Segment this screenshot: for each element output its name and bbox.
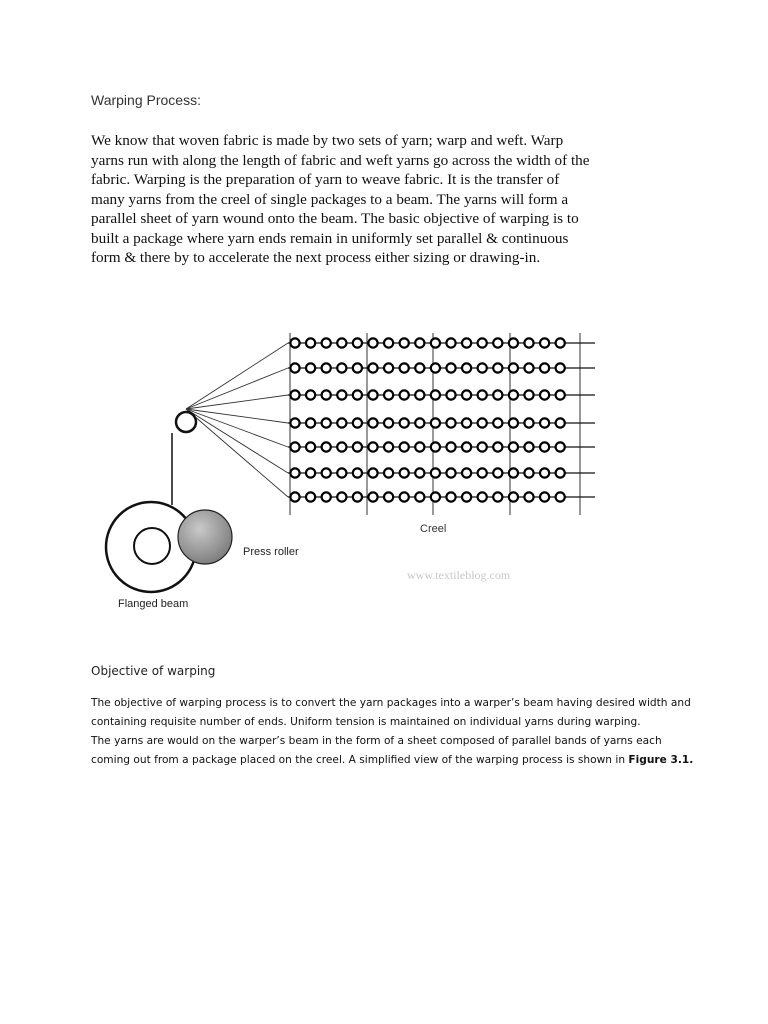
page-title: Warping Process: <box>91 92 201 108</box>
bobbin-icon <box>524 338 533 347</box>
press-roller-label: Press roller <box>243 546 299 558</box>
bobbin-icon <box>556 492 565 501</box>
bobbin-icon <box>290 338 299 347</box>
bobbin-icon <box>353 442 362 451</box>
bobbin-icon <box>431 418 440 427</box>
bobbin-icon <box>540 492 549 501</box>
yarn-line <box>186 409 288 423</box>
bobbin-icon <box>322 492 331 501</box>
bobbin-icon <box>509 363 518 372</box>
bobbin-icon <box>431 492 440 501</box>
bobbin-icon <box>556 442 565 451</box>
bobbin-icon <box>493 468 502 477</box>
bobbin-icon <box>306 390 315 399</box>
bobbin-icon <box>556 468 565 477</box>
intro-line: We know that woven fabric is made by two sets of yarn; warp and weft. Warp <box>91 132 564 149</box>
bobbin-icon <box>353 418 362 427</box>
bobbin-icon <box>446 468 455 477</box>
bobbin-icon <box>400 468 409 477</box>
bobbin-icon <box>509 468 518 477</box>
bobbin-icon <box>290 363 299 372</box>
bobbin-icon <box>384 492 393 501</box>
bobbin-icon <box>446 492 455 501</box>
bobbin-icon <box>462 338 471 347</box>
bobbin-icon <box>446 390 455 399</box>
bobbin-icon <box>556 363 565 372</box>
creel-label: Creel <box>420 523 447 535</box>
section-heading: Objective of warping <box>91 664 216 678</box>
figure-reference: Figure 3.1. <box>628 754 694 766</box>
bobbin-icon <box>524 390 533 399</box>
bobbin-icon <box>446 338 455 347</box>
bobbin-icon <box>322 363 331 372</box>
intro-line: yarns run with along the length of fabric and weft yarns go across the width of the <box>91 151 590 169</box>
bobbin-icon <box>556 338 565 347</box>
beam-core-icon <box>134 528 170 564</box>
bobbin-icon <box>524 468 533 477</box>
bobbin-icon <box>493 442 502 451</box>
bobbin-icon <box>384 468 393 477</box>
bobbin-icon <box>415 418 424 427</box>
bobbin-icon <box>337 442 346 451</box>
bobbin-icon <box>478 390 487 399</box>
yarn-line <box>186 395 288 409</box>
yarn-line <box>186 409 288 497</box>
bobbin-icon <box>524 418 533 427</box>
bobbin-icon <box>540 363 549 372</box>
bobbin-icon <box>431 390 440 399</box>
bobbin-icon <box>353 363 362 372</box>
bobbin-icon <box>322 390 331 399</box>
bobbin-icon <box>353 338 362 347</box>
intro-paragraph <box>91 131 691 268</box>
bobbin-icon <box>415 492 424 501</box>
bobbin-icon <box>368 338 377 347</box>
bobbin-icon <box>384 363 393 372</box>
bobbin-icon <box>306 468 315 477</box>
bobbin-icon <box>415 363 424 372</box>
bobbin-icon <box>306 363 315 372</box>
bobbin-icon <box>540 338 549 347</box>
bobbin-icon <box>290 418 299 427</box>
bobbin-icon <box>368 442 377 451</box>
bobbin-icon <box>509 492 518 501</box>
objective-line: containing requisite number of ends. Uniform tension is maintained on individual yarns during warping. <box>91 716 641 728</box>
bobbin-icon <box>290 492 299 501</box>
bobbin-icon <box>415 468 424 477</box>
bobbin-icon <box>478 363 487 372</box>
bobbin-icon <box>509 390 518 399</box>
yarn-lines <box>186 343 288 497</box>
bobbin-icon <box>322 442 331 451</box>
bobbin-icon <box>524 363 533 372</box>
bobbin-icon <box>524 492 533 501</box>
bobbin-icon <box>415 442 424 451</box>
watermark: www.textileblog.com <box>407 568 511 582</box>
bobbin-icon <box>509 338 518 347</box>
bobbin-icon <box>462 468 471 477</box>
bobbin-icon <box>462 418 471 427</box>
intro-line: fabric. Warping is the preparation of yarn to weave fabric. It is the transfer of <box>91 171 560 188</box>
objective-line: The objective of warping process is to convert the yarn packages into a warper’s beam having desired width and <box>91 697 691 709</box>
bobbin-icon <box>446 363 455 372</box>
bobbin-icon <box>431 338 440 347</box>
bobbin-icon <box>462 442 471 451</box>
objective-line <box>91 751 761 770</box>
bobbin-icon <box>290 390 299 399</box>
bobbin-icon <box>400 492 409 501</box>
bobbin-icon <box>556 418 565 427</box>
bobbin-icon <box>353 390 362 399</box>
intro-line: parallel sheet of yarn wound onto the beam. The basic objective of warping is to <box>91 210 579 227</box>
objective-line: The yarns are would on the warper’s beam in the form of a sheet composed of parallel bands of yarns each <box>91 735 662 747</box>
bobbin-icon <box>431 442 440 451</box>
bobbin-icon <box>322 468 331 477</box>
bobbin-icon <box>462 492 471 501</box>
bobbin-icon <box>337 468 346 477</box>
bobbin-icon <box>400 363 409 372</box>
bobbin-icon <box>400 390 409 399</box>
intro-line: form & there by to accelerate the next process either sizing or drawing-in. <box>91 249 541 266</box>
bobbin-icon <box>400 338 409 347</box>
bobbin-icon <box>415 390 424 399</box>
intro-line: built a package where yarn ends remain in uniformly set parallel & continuous <box>91 229 569 247</box>
bobbin-icon <box>353 468 362 477</box>
warping-diagram-svg <box>100 325 600 625</box>
bobbin-icon <box>337 363 346 372</box>
yarn-line <box>186 343 288 409</box>
bobbin-icon <box>493 492 502 501</box>
bobbin-icon <box>290 442 299 451</box>
bobbin-icon <box>446 418 455 427</box>
bobbin-icon <box>540 442 549 451</box>
bobbin-icon <box>384 338 393 347</box>
flanged-beam-label: Flanged beam <box>118 598 189 610</box>
bobbin-icon <box>462 363 471 372</box>
bobbin-icon <box>322 418 331 427</box>
bobbin-icon <box>322 338 331 347</box>
guide-roller-icon <box>176 412 196 432</box>
bobbin-icon <box>290 468 299 477</box>
bobbin-icon <box>368 418 377 427</box>
bobbin-icon <box>337 390 346 399</box>
bobbin-icon <box>415 338 424 347</box>
bobbin-icon <box>493 338 502 347</box>
bobbin-icon <box>306 442 315 451</box>
bobbin-icon <box>368 363 377 372</box>
intro-line: many yarns from the creel of single packages to a beam. The yarns will form a <box>91 190 569 208</box>
press-roller-icon <box>178 510 232 564</box>
bobbin-icon <box>478 468 487 477</box>
bobbin-icon <box>509 418 518 427</box>
yarn-line <box>186 368 288 409</box>
bobbin-icon <box>384 390 393 399</box>
bobbin-icon <box>478 492 487 501</box>
bobbin-icon <box>400 442 409 451</box>
objective-line-text: coming out from a package placed on the creel. A simplified view of the warping process is shown in <box>91 754 626 766</box>
bobbin-icon <box>493 390 502 399</box>
bobbin-icon <box>524 442 533 451</box>
bobbin-icon <box>384 442 393 451</box>
bobbin-icon <box>462 390 471 399</box>
bobbin-icon <box>493 363 502 372</box>
bobbin-icon <box>556 390 565 399</box>
bobbin-icon <box>540 418 549 427</box>
bobbin-icon <box>368 492 377 501</box>
bobbin-icon <box>337 492 346 501</box>
bobbin-icon <box>493 418 502 427</box>
creel-grid <box>288 333 595 515</box>
bobbin-icon <box>353 492 362 501</box>
bobbin-icon <box>478 418 487 427</box>
bobbin-icon <box>509 442 518 451</box>
bobbin-icon <box>337 418 346 427</box>
bobbin-icon <box>384 418 393 427</box>
bobbin-icon <box>478 338 487 347</box>
bobbin-icon <box>478 442 487 451</box>
objective-paragraph <box>91 694 761 770</box>
bobbin-icon <box>540 468 549 477</box>
bobbin-icon <box>400 418 409 427</box>
bobbin-icon <box>431 363 440 372</box>
bobbin-icon <box>446 442 455 451</box>
bobbin-icon <box>306 492 315 501</box>
bobbin-icon <box>306 418 315 427</box>
bobbin-icon <box>306 338 315 347</box>
warping-diagram <box>100 325 600 625</box>
bobbin-icon <box>431 468 440 477</box>
bobbin-icon <box>368 390 377 399</box>
bobbin-icon <box>337 338 346 347</box>
bobbin-icon <box>368 468 377 477</box>
bobbin-icon <box>540 390 549 399</box>
